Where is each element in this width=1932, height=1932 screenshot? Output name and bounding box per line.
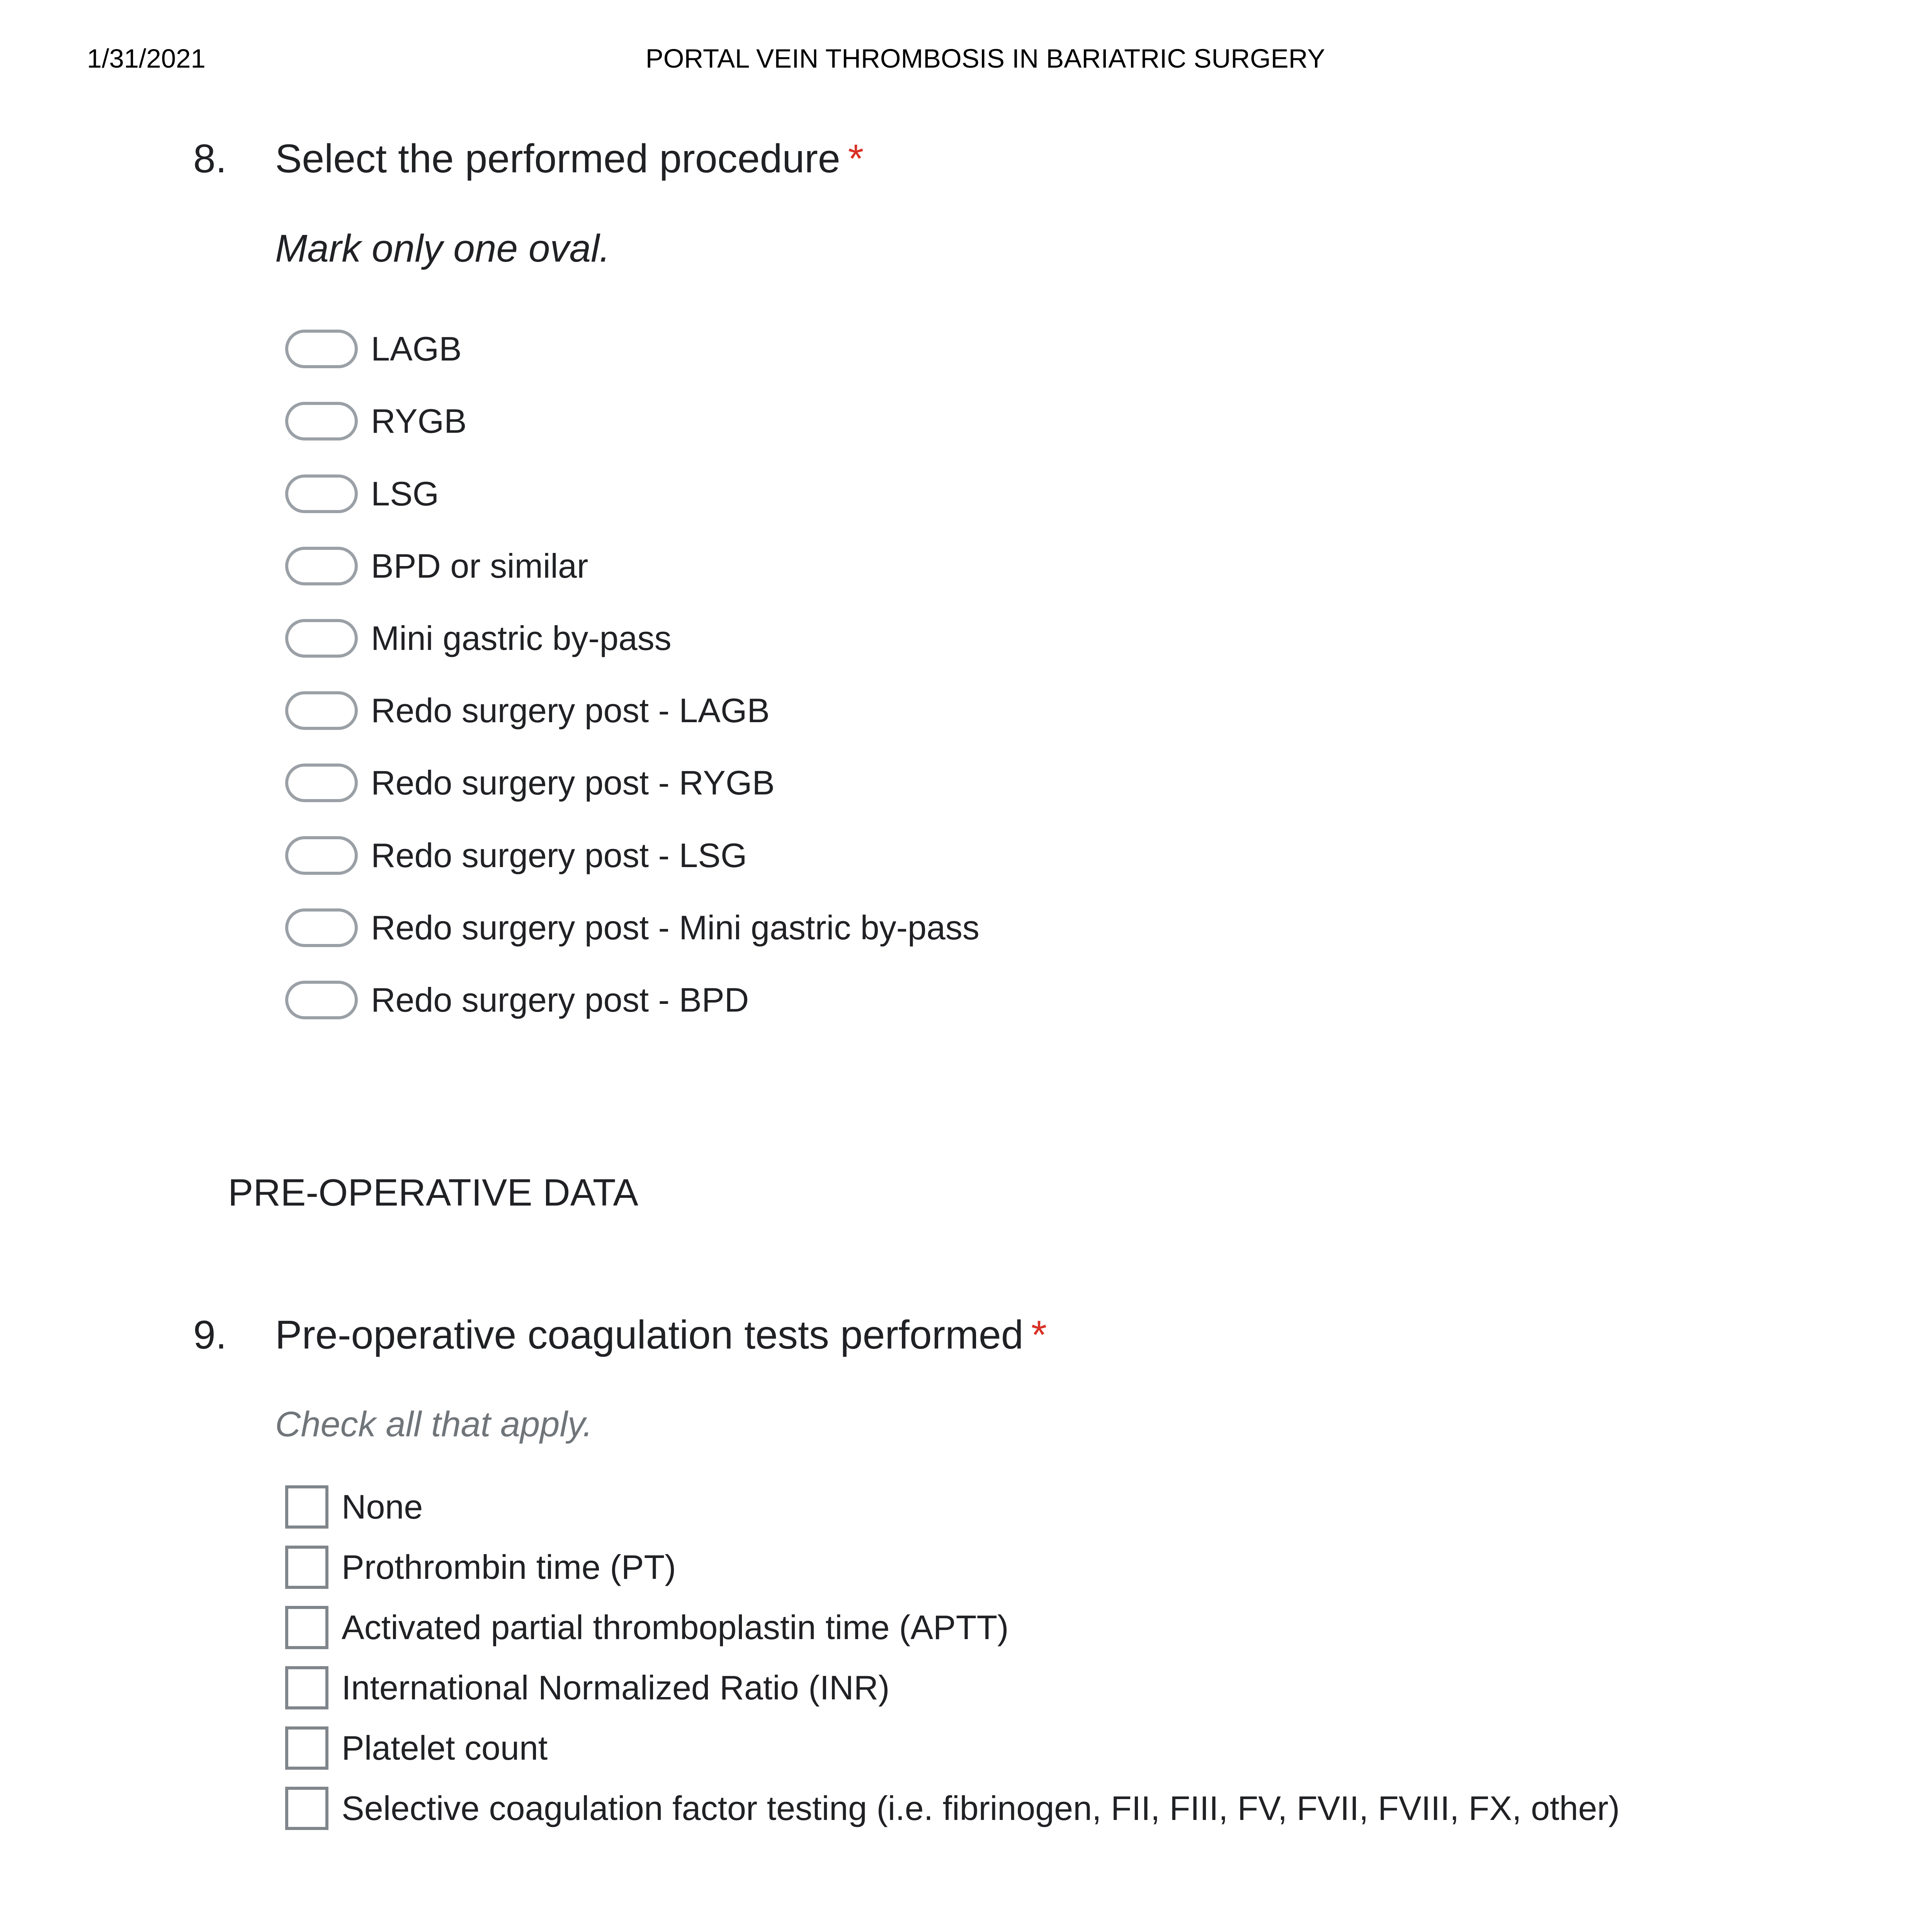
radio-option-lsg[interactable] <box>285 471 439 517</box>
checkbox[interactable] <box>285 1546 328 1589</box>
checkbox-option-label: Selective coagulation factor testing (i.e. fibrinogen, FII, FIII, FV, FVII, FVIII, FX, other) <box>342 1789 1620 1827</box>
section-title: PRE-OPERATIVE DATA <box>228 1171 638 1214</box>
radio-option-redo-rygb[interactable] <box>285 760 775 806</box>
question-9-title-text: Pre-operative coagulation tests performed <box>275 1313 1024 1357</box>
radio-oval[interactable] <box>285 836 358 875</box>
question-8-title-text: Select the performed procedure <box>275 136 840 181</box>
radio-option-mini-gastric[interactable] <box>285 615 672 662</box>
checkbox[interactable] <box>285 1787 328 1830</box>
checkbox-option-none[interactable] <box>285 1484 423 1530</box>
question-8-instruction: Mark only one oval. <box>275 227 611 270</box>
radio-oval[interactable] <box>285 691 358 730</box>
radio-option-redo-bpd[interactable] <box>285 977 749 1023</box>
question-9-instruction: Check all that apply. <box>275 1405 593 1444</box>
radio-option-lagb[interactable] <box>285 326 462 372</box>
radio-oval[interactable] <box>285 402 358 440</box>
radio-option-label: Redo surgery post - LSG <box>371 836 747 874</box>
radio-option-redo-lagb[interactable] <box>285 687 770 734</box>
radio-option-rygb[interactable] <box>285 398 467 444</box>
radio-option-label: LAGB <box>371 330 462 368</box>
radio-option-label: BPD or similar <box>371 547 588 585</box>
radio-option-label: Redo surgery post - RYGB <box>371 764 775 802</box>
checkbox-option-label: None <box>342 1488 423 1526</box>
question-9-number: 9. <box>193 1313 227 1357</box>
header-date: 1/31/2021 <box>87 44 206 73</box>
checkbox-option-label: Prothrombin time (PT) <box>342 1548 676 1586</box>
radio-option-label: Mini gastric by-pass <box>371 619 672 657</box>
checkbox[interactable] <box>285 1606 328 1649</box>
radio-option-label: Redo surgery post - Mini gastric by-pass <box>371 908 980 947</box>
radio-option-label: Redo surgery post - LAGB <box>371 691 770 730</box>
radio-option-label: Redo surgery post - BPD <box>371 981 749 1019</box>
checkbox-option-pt[interactable] <box>285 1544 676 1590</box>
checkbox-option-label: International Normalized Ratio (INR) <box>342 1668 890 1707</box>
radio-oval[interactable] <box>285 474 358 513</box>
checkbox-option-factor-testing[interactable] <box>285 1785 1620 1832</box>
header-title: PORTAL VEIN THROMBOSIS IN BARIATRIC SURGERY <box>645 44 1325 73</box>
radio-option-redo-mini-gastric[interactable] <box>285 905 980 951</box>
required-asterisk: * <box>1031 1313 1047 1357</box>
checkbox-option-platelet[interactable] <box>285 1725 548 1771</box>
radio-option-redo-lsg[interactable] <box>285 832 747 879</box>
checkbox[interactable] <box>285 1666 328 1709</box>
checkbox-option-label: Platelet count <box>342 1729 548 1767</box>
radio-oval[interactable] <box>285 908 358 947</box>
checkbox-option-inr[interactable] <box>285 1665 889 1711</box>
checkbox[interactable] <box>285 1726 328 1770</box>
question-8-number: 8. <box>193 136 227 181</box>
radio-oval[interactable] <box>285 330 358 368</box>
radio-option-label: RYGB <box>371 402 467 440</box>
radio-option-bpd[interactable] <box>285 543 588 589</box>
radio-oval[interactable] <box>285 981 358 1019</box>
radio-oval[interactable] <box>285 547 358 585</box>
required-asterisk: * <box>848 136 864 181</box>
question-8-title <box>275 136 864 182</box>
checkbox[interactable] <box>285 1485 328 1529</box>
checkbox-option-label: Activated partial thromboplastin time (APTT) <box>342 1608 1009 1646</box>
question-9-title <box>275 1312 1047 1358</box>
radio-oval[interactable] <box>285 619 358 658</box>
radio-oval[interactable] <box>285 764 358 802</box>
radio-option-label: LSG <box>371 474 439 513</box>
checkbox-option-aptt[interactable] <box>285 1604 1009 1651</box>
